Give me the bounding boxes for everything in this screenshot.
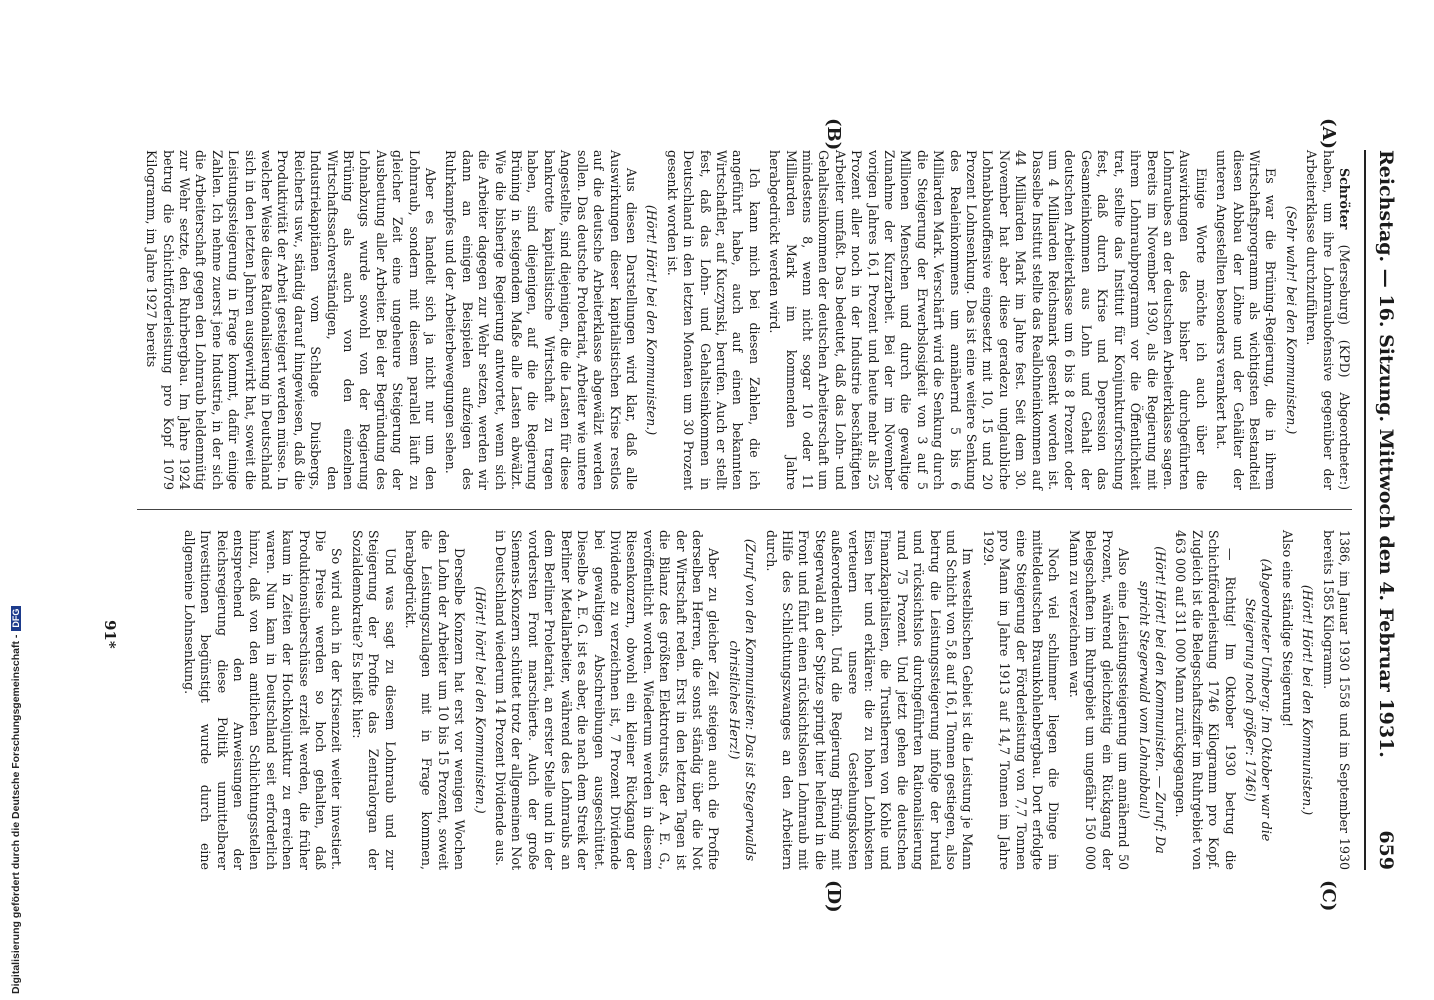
paragraph xyxy=(180,530,344,870)
paragraph-text: Also eine Leistungssteigerung um annähernd 50 Prozent, während gleichzeitig ein Rückgang der Belegschaften im Ruhrgebiet um ungefähr 150 000 Mann zu verzeichnen war. xyxy=(1066,530,1132,870)
paragraph-text: Noch viel schlimmer liegen die Dinge im mitteldeutschen Braunkohlenbergbau. Dort erfolgte eine Steigerung der Förderleistung von 7,7 Tonnen pro Mann im Jahre 1913 auf 14,7 Tonnen im Jahre 1929. xyxy=(980,530,1062,870)
paragraph-text: (Hört! Hört! bei den Kommunisten.) xyxy=(644,204,660,436)
paragraph-text: (Merseburg) (KPD) Abgeordneter:) haben, um ihre Lohnraubofensive gegenüber der Arbeiterklasse durchzuführen. xyxy=(1304,150,1352,490)
paragraph-text: Im westelbischen Gebiet ist die Leistung je Mann und Schicht von 5,8 auf 16,1 Tonnen gestiegen, also betrug die Leistungssteigerung infolge der brutal und rücksichtslos durchgeführten Rationalisierung rund 75 Prozent. Und jetzt gehen die deutschen Finanzkapitalisten, die Trustherren von Kohle und Eisen her und erklären: die zu hohen Lohnkosten verteuern unsere Gestehungskosten außerordentlich. Und die Regierung Brüning mit Stegerwald an der Spitze springt hier helfend in die Front und führt einen rücksichtslosen Lohnraub mit Hilfe des Schlichtungszwanges an den Arbeitern durch. xyxy=(763,530,976,870)
margin-mark-c: (C) xyxy=(1318,880,1339,912)
margin-mark-d: (D) xyxy=(823,880,844,913)
credit-line xyxy=(8,600,24,994)
paragraph xyxy=(979,530,1061,870)
paragraph-text: Und was sagt zu diesem Lohnraub und zur Steigerung der Profite das Zentralorgan der Sozialdemokratie? Es heißt hier: xyxy=(349,530,398,870)
paragraph xyxy=(1066,530,1132,870)
paragraph-text: Also eine ständige Steigerung! xyxy=(1279,530,1295,728)
paragraph-text: — Richtig! Im Oktober 1930 betrug die Schichtförderleistung 1746 Kilogramm pro Kopf. Zugleich ist die Belegschaftsziffer im Ruhrgebiet von 463 000 auf 311 000 Mann zurückgegangen. xyxy=(1173,530,1238,870)
right-column xyxy=(176,530,1352,870)
interjection xyxy=(725,530,758,870)
left-column xyxy=(139,150,1352,490)
paragraph xyxy=(1213,150,1279,490)
paragraph xyxy=(442,150,639,490)
paragraph xyxy=(1303,150,1352,490)
paragraph xyxy=(1319,530,1352,870)
paragraph xyxy=(492,530,722,870)
paragraph-text: (Hört! Hört! bei den Kommunisten. — Zuruf: Da spricht Stegerwald vom Lohnabbau!) xyxy=(1136,546,1168,854)
paragraph xyxy=(348,530,397,870)
credit-text: Digitalisierung gefördert durch die Deutsche Forschungsgemeinschaft - xyxy=(10,634,22,994)
paragraph xyxy=(1278,530,1294,870)
paragraph-text: Aber es handelt sich ja nicht nur um den Lohnraub, sondern mit diesem parallel läuft zu gleicher Zeit eine ungeheure Steigerung der Ausbeutung aller Arbeiter. Bei der Begründung des Lohnabzugs wurde sowohl von der Regierung Brüning als auch von den einzelnen Wirtschaftssachverständigen, den Industriekapitänen vom Schlage Duisbergs, Reicherts usw., ständig darauf hingewiesen, daß die Produktivität der Arbeit gesteigert werden müsse. In welcher Weise diese Rationalisierung in Deutschland sich in den letzten Jahren ausgewirkt hat, soweit die Leistungssteigerung in Frage kommt, dafür einige Zahlen. Ich nehme zuerst jene Industrie, in der sich die Arbeiterschaft gegen den Lohnraub heldenmütig zur Wehr setzte, den Ruhrbergbau. Im Jahre 1924 betrug die Schichtförderleistung pro Kopf 1079 Kilogramm, im Jahre 1927 bereits xyxy=(144,150,439,490)
paragraph xyxy=(143,150,438,490)
margin-mark-b: (B) xyxy=(823,118,844,151)
paragraph xyxy=(762,530,975,870)
paragraph xyxy=(1172,530,1238,870)
dfg-logo: DFG xyxy=(11,606,21,631)
interjection xyxy=(471,530,487,870)
interjection xyxy=(1299,530,1315,870)
interjection xyxy=(1242,530,1275,870)
paragraph-text: (Sehr wahr! bei den Kommunisten.) xyxy=(1283,205,1299,435)
interjection xyxy=(1135,530,1168,870)
paragraph-text: Einige Worte möchte ich auch über die Auswirkungen des bisher durchgeführten Lohnraubes an der deutschen Arbeiterklasse sagen. Bereits im November 1930, als die Regierung mit ihrem Lohnraubprogramm vor die Öffentlichkeit trat, stellte das Institut für Konjunkturforschung fest, daß durch Krise und Depression das Gesamteinkommen aus Lohn und Gehalt der deutschen Arbeiterklasse um 6 bis 8 Prozent oder um 4 Milliarden Reichsmark gesenkt worden ist. Dasselbe Institut stellte das Reallohneinkommen auf 44 Milliarden Mark im Jahre fest. Seit dem 30. November hat aber diese geradezu unglaubliche Lohnabbauoffensive eingesetzt mit 10, 15 und 20 Prozent Lohnsenkung. Das ist eine weitere Senkung des Realeinkommens um annähernd 5 bis 6 Milliarden Mark. Verschärft wird die Senkung durch die Steigerung der Erwerbslosigkeit von 3 auf 5 Millionen Menschen und durch die gewaltige Zunahme der Kurzarbeit. Bei der im November vorigen Jahres 16,1 Prozent und heute mehr als 25 Prozent aller noch in der Industrie beschäftigten Arbeiter umfaßt. Das bedeutet, daß das Lohn- und Gehaltseinkommen der deutschen Arbeiterschaft um mindestens 8, wenn nicht sogar 10 oder 11 Milliarden Mark im kommenden Jahre herabgedrückt werden wird. xyxy=(767,150,1209,490)
paragraph xyxy=(402,530,468,870)
column-divider xyxy=(137,509,1352,510)
margin-mark-a: (A) xyxy=(1318,118,1339,149)
header-title: Reichstag. — 16. Sitzung. Mittwoch den 4. Februar 1931. xyxy=(1375,150,1397,758)
paragraph-text: Es war die Brüning-Regierung, die in ihrem Wirtschaftsprogramm als wichtigsten Bestandteil diesen Abbau der Löhne und der Gehälter der unteren Angestellten besonders verankert hat. xyxy=(1214,150,1279,490)
paragraph xyxy=(766,150,1209,490)
paragraph-text: 1386, im Januar 1930 1558 und im September 1930 bereits 1585 Kilogramm. xyxy=(1320,530,1352,870)
paragraph-text: (Abgeordneter Umberg: Im Oktober war die Steigerung noch größer: 1746!) xyxy=(1242,558,1275,842)
page-number: 659 xyxy=(1375,830,1397,870)
paragraph xyxy=(663,150,761,490)
paragraph-text: (Zuruf von den Kommunisten: Das ist Stegerwalds christliches Herz!) xyxy=(726,538,759,862)
paragraph-text: Aber zu gleicher Zeit steigen auch die Profite derselben Herren, die sonst ständig über die Not der Wirtschaft reden. Erst in den letzten Tagen ist die Bilanz des größten Elektrotrusts, der A. E. G., veröffentlicht worden. Wiederum werden in diesem Riesenkonzern, obwohl ein kleiner Rückgang der Dividende zu verzeichnen ist, 7 Prozent Dividende bei gewaltigen Abschreibungen ausgeschüttet. Dieselbe A. E. G. ist es aber, die nach dem Streik der Berliner Metallarbeiter, während des Lohnraubs an dem Berliner Proletariat, an erster Stelle und in der vordersten Front marschierte. Auch der große Siemens-Konzern schüttet trotz der allgemeinen Not in Deutschland wiederum 14 Prozent Dividende aus. xyxy=(493,530,722,870)
paragraph-text: (Hört! hört! bei den Kommunisten.) xyxy=(472,586,488,814)
paragraph-text: Ich kann mich bei diesen Zahlen, die ich angeführt habe, auch auf einen bekannten Wirtschaftler, auf Kuczynski, berufen. Auch er stellt fest, daß das Lohn- und Gehaltseinkommen in Deutschland in den letzten Monaten um 30 Prozent gesenkt worden ist. xyxy=(664,150,762,490)
paragraph-text: Aus diesen Darstellungen wird klar, daß alle Auswirkungen dieser kapitalistischen Krise restlos auf die deutsche Arbeiterklasse abgewälzt werden sollen. Das deutsche Proletariat, Arbeiter wie untere Angestellte, sind diejenigen, die die Lasten für diese bankrotte kapitalistische Wirtschaft zu tragen haben, sind diejenigen, auf die die Regierung Brüning in steigendem Maße alle Lasten abwälzt. Wie die bisherige Regierung antwortet, wenn sich die Arbeiter dagegen zur Wehr setzen, werden wir dann an einigen Beispielen aufzeigen des Ruhrkampfes und der Arbeiterbewegungen sehen. xyxy=(443,150,639,490)
interjection xyxy=(1282,150,1298,490)
speaker-name: Schröter xyxy=(1337,168,1352,245)
signature-number: 91* xyxy=(101,620,119,649)
paragraph-text: Derselbe Konzern hat erst vor wenigen Wochen den Lohn der Arbeiter um 10 bis 15 Prozent, soweit die Leistungszulagen mit in Frage kommen, herabgedrückt. xyxy=(403,530,468,870)
interjection xyxy=(643,150,659,490)
paragraph-text: So wird auch in der Krisenzeit weiter investiert. Die Preise werden so hoch gehalten, daß Produktionsüberschüsse erzielt werden, die früher kaum in Zeiten der Hochkonjunktur zu erreichen waren. Nun kam in Deutschland seit erforderlich hinzu, daß von den amtlichen Schlichtungsstellen entsprechend den Anweisungen der Reichsregierung diese Politik unmittelbarer Investitionen begünstigt wurde durch eine allgemeine Lohnsenkung. xyxy=(181,530,345,870)
paragraph-text: (Hört! Hört! bei den Kommunisten.) xyxy=(1300,584,1316,816)
page-header xyxy=(1364,150,1406,870)
